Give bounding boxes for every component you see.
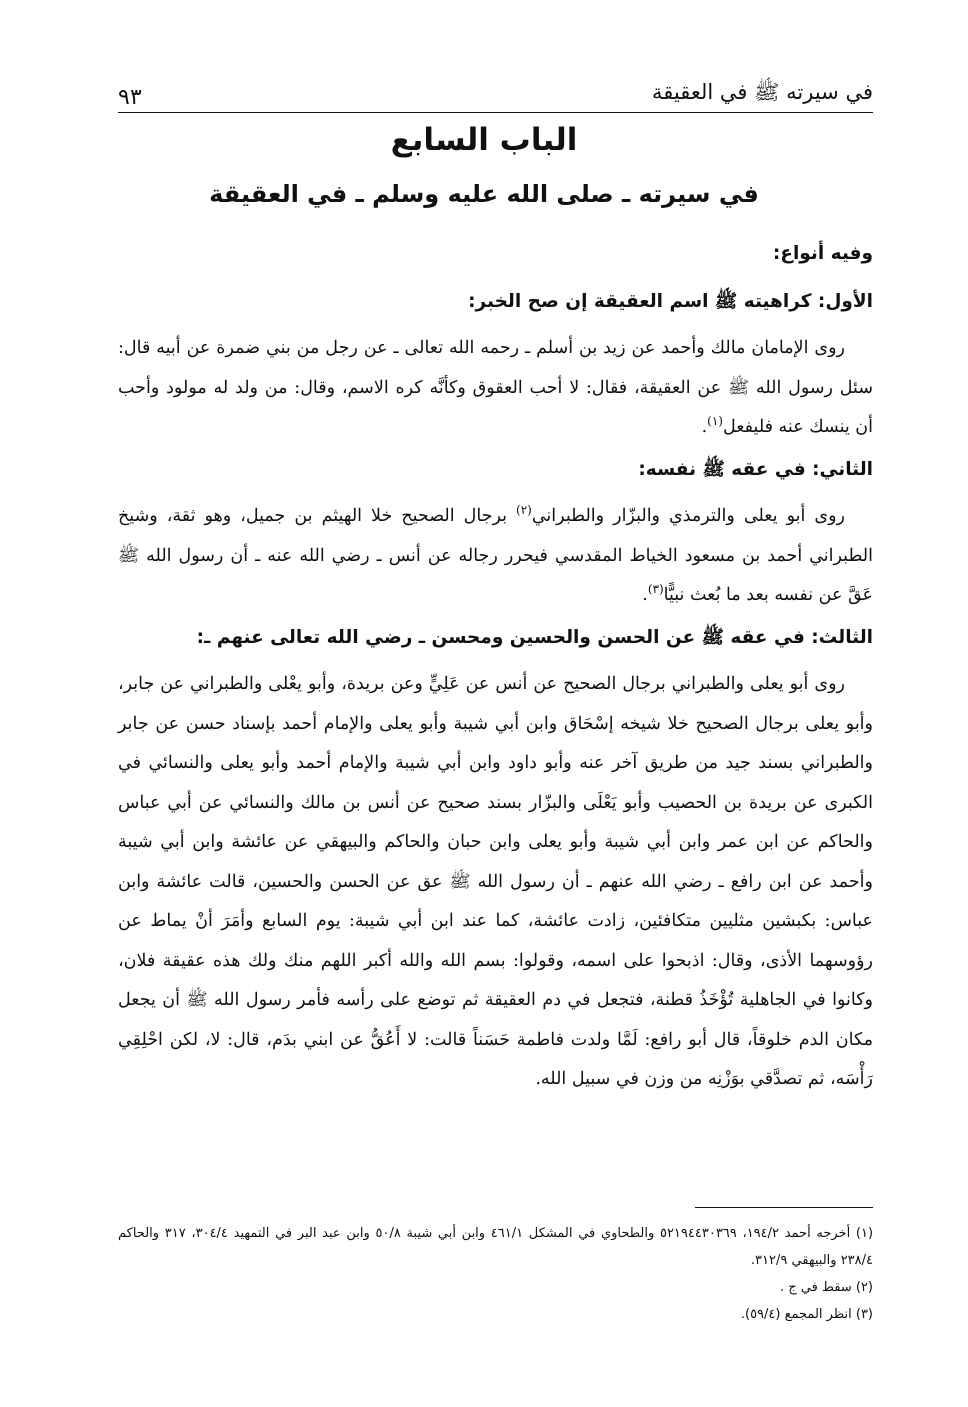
section-1-paragraph — [118, 329, 873, 448]
chapter-title: الباب السابع — [390, 122, 578, 158]
chapter-subtitle: في سيرته ـ صلى الله عليه وسلم ـ في العقيقة — [209, 180, 759, 208]
section-2-heading: الثاني: في عقه ﷺ نفسه: — [638, 458, 873, 480]
running-title: في سيرته ﷺ في العقيقة — [652, 80, 873, 104]
running-header — [118, 70, 873, 110]
section-1-text: روى الإمامان مالك وأحمد عن زيد بن أسلم ـ رحمه الله تعالى ـ عن رجل من بني ضمرة عن أبيه قال: سئل رسول الله ﷺ عن العقيقة، فقال: لا أحب العقوق وكأنَّه كره الاسم، وقال: من ولد له مولود وأحب أن ينسك عنه فليفعل — [118, 338, 873, 437]
footnote-ref-2: (٢) — [516, 503, 532, 518]
section-1-tail: . — [701, 417, 708, 437]
footnote-1: (١) أخرجه أحمد ١٩٤/٢، ٥٢١٩٤٤٣٠٣٦٩ والطحاوي في المشكل ٤٦١/١ وابن أبي شيبة ٥٠/٨ وابن عبد البر في التمهيد ٣٠٤/٤، ٣١٧ والحاكم ٢٣٨/٤ والبيهقي ٣١٢/٩. — [118, 1226, 874, 1268]
intro-heading: وفيه أنواع: — [772, 243, 873, 264]
footnote-2: (٢) سقط في ج . — [779, 1280, 873, 1295]
section-1-heading: الأول: كراهيته ﷺ اسم العقيقة إن صح الخبر: — [468, 290, 873, 312]
section-2-tail: برجال الصحيح خلا الهيثم بن جميل، وهو ثقة، وشيخ الطبراني أحمد بن مسعود الخياط المقدسي فيحرر رجاله عن أنس ـ رضي الله عنه ـ أن رسول الله ﷺ عَقَّ عن نفسه بعد ما بُعث نبيًّا — [118, 506, 873, 605]
footnotes — [118, 1220, 873, 1328]
main-text — [118, 232, 873, 1100]
footnote-ref-3: (٣) — [647, 582, 664, 597]
section-3-paragraph: روى أبو يعلى والطبراني برجال الصحيح عن أنس عن عَلِيٍّ وعن بريدة، وأبو يعْلى والطبراني عن جابر، وأبو يعلى برجال الصحيح خلا شيخه إسْحَاق وابن أبي شيبة وأبو يعلى والإمام أحمد بإسناد حسن عن جابر والطبراني بسند جيد من طريق آخر عنه وأبو داود وابن أبي شيبة والإمام أحمد وأبو يعلى والنسائي في الكبرى عن بريدة بن الحصيب وأبو يَعْلَى والبزّار بسند صحيح عن أنس بن مالك والنسائي عن أبي عباس والحاكم عن ابن عمر وابن أبي شيبة وأبو يعلى وابن حبان والحاكم والبيهقي عن عائشة وابن أبي شيبة وأحمد عن ابن رافع ـ رضي الله عنهم ـ أن رسول الله ﷺ عق عن الحسن والحسين، قالت عائشة وابن عباس: بكبشين مثليين متكافئين، زادت عائشة، كما عند ابن أبي شيبة: يوم السابع وأمَرَ أنْ يماط عن رؤوسهما الأذى، وقال: اذبحوا على اسمه، وقولوا: بسم الله والله أكبر اللهم منك ولك هذه عقيقة فلان، وكانوا في الجاهلية تُؤْخَذُ قطنة، فتجعل في دم العقيقة ثم توضع على رأسه فأمر رسول الله ﷺ أن يجعل مكان الدم خلوقاً، قال أبو رافع: لَمَّا ولدت فاطمة حَسَناً قالت: لا أَعُقُّ عن ابني بدَم، قال: لا، لكن احْلِقِي رَأْسَه، ثم تصدَّقي بوَزْنِه من وزن في سبيل الله. — [118, 674, 873, 1089]
footnote-ref-1: (١) — [707, 414, 723, 429]
header-divider — [118, 112, 873, 113]
section-3-heading: الثالث: في عقه ﷺ عن الحسن والحسين ومحسن ـ رضي الله تعالى عنهم ـ: — [196, 626, 873, 648]
section-2-paragraph — [118, 497, 873, 616]
section-2-tail-end: . — [642, 585, 648, 605]
footnote-3: (٣) انظر المجمع (٥٩/٤). — [740, 1307, 873, 1322]
section-2-text: روى أبو يعلى والترمذي والبزّار والطبراني — [531, 506, 845, 526]
footnote-divider — [695, 1207, 873, 1208]
page-number: ٩٣ — [118, 85, 142, 110]
